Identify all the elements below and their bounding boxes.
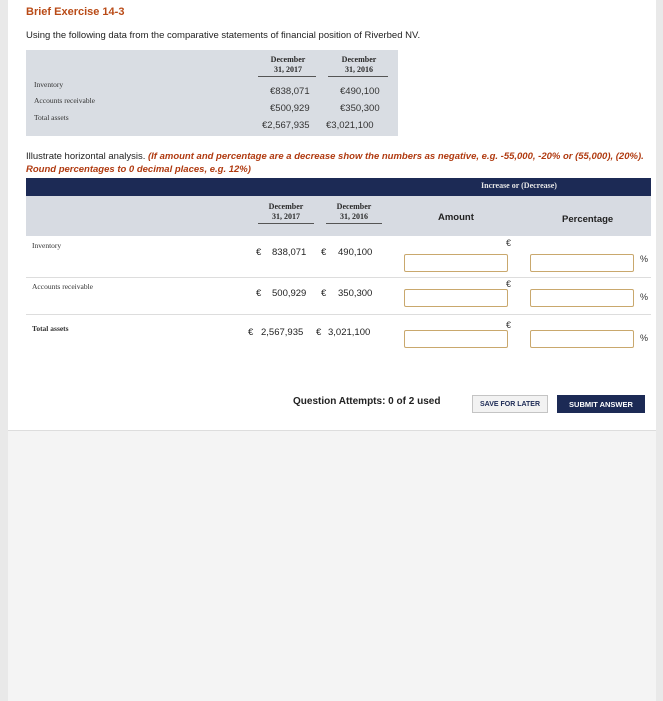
- answer-col-header-2016: December 31, 2016: [336, 202, 372, 221]
- answer-table-column-headers: [26, 196, 651, 236]
- row-label-accounts-receivable: Accounts receivable: [34, 96, 96, 105]
- answer-ar-2016: 350,300: [338, 288, 373, 299]
- amount-input-inventory[interactable]: [404, 254, 508, 272]
- euro-symbol: €: [321, 247, 327, 258]
- percent-symbol: %: [640, 333, 649, 343]
- value-total-assets-2016: €3,021,100: [326, 120, 374, 131]
- save-for-later-button[interactable]: SAVE FOR LATER: [472, 395, 548, 413]
- submit-answer-button[interactable]: SUBMIT ANSWER: [557, 395, 645, 413]
- euro-symbol: €: [321, 288, 327, 299]
- value-inventory-2016: €490,100: [340, 86, 380, 97]
- percentage-input-inventory[interactable]: [530, 254, 634, 272]
- answer-col-header-2017: December 31, 2017: [268, 202, 304, 221]
- col-header-2016: December 31, 2016: [341, 55, 377, 74]
- percentage-input-accounts-receivable[interactable]: [530, 289, 634, 307]
- answer-ar-2017: 500,929: [272, 288, 307, 299]
- amount-header: Amount: [438, 212, 474, 223]
- percentage-header: Percentage: [562, 214, 614, 225]
- value-total-assets-2017: €2,567,935: [262, 120, 310, 131]
- answer-total-assets-2017: 2,567,935: [261, 327, 304, 338]
- percentage-input-total-assets[interactable]: [530, 330, 634, 348]
- answer-row-label-total-assets: Total assets: [32, 324, 69, 333]
- value-ar-2017: €500,929: [270, 103, 310, 114]
- euro-symbol: €: [506, 320, 512, 330]
- col-header-2017: December 31, 2017: [270, 55, 306, 74]
- amount-input-total-assets[interactable]: [404, 330, 508, 348]
- answer-row-label-accounts-receivable: Accounts receivable: [32, 282, 94, 291]
- empty-area: [8, 430, 656, 701]
- amount-input-accounts-receivable[interactable]: [404, 289, 508, 307]
- question-attempts: Question Attempts: 0 of 2 used: [293, 396, 441, 407]
- answer-total-assets-2016: 3,021,100: [328, 327, 371, 338]
- percent-symbol: %: [640, 292, 649, 302]
- instructions-emphasis: (If amount and percentage are a decrease show the numbers as negative, e.g. -55,000, -20% or (55,000), (20%). Round percentages to 0 decimal places, e.g. 12%): [26, 151, 644, 175]
- percent-symbol: %: [640, 254, 649, 264]
- answer-table: [26, 178, 651, 373]
- euro-symbol: €: [248, 327, 254, 338]
- euro-symbol: €: [256, 288, 262, 299]
- row-label-total-assets: Total assets: [34, 113, 69, 122]
- increase-decrease-header: Increase or (Decrease): [481, 181, 557, 190]
- answer-table-group-header: [26, 178, 651, 196]
- value-inventory-2017: €838,071: [270, 86, 310, 97]
- value-ar-2016: €350,300: [340, 103, 380, 114]
- exercise-title: Brief Exercise 14-3: [26, 6, 125, 18]
- answer-inventory-2017: 838,071: [272, 247, 307, 258]
- euro-symbol: €: [506, 238, 512, 248]
- given-data-table: [26, 50, 398, 136]
- instructions: Illustrate horizontal analysis. (If amount and percentage are a decrease show the numbers as negative, e.g. -55,000, -20% or (55,000), (20%). Round percentages to 0 decimal places, e.g. 12%): [26, 151, 644, 175]
- row-label-inventory: Inventory: [34, 80, 64, 89]
- answer-row-label-inventory: Inventory: [32, 241, 62, 250]
- euro-symbol: €: [316, 327, 322, 338]
- euro-symbol: €: [506, 279, 512, 289]
- answer-inventory-2016: 490,100: [338, 247, 373, 258]
- euro-symbol: €: [256, 247, 262, 258]
- exercise-subtitle: Using the following data from the comparative statements of financial position of Riverbed NV.: [26, 30, 421, 41]
